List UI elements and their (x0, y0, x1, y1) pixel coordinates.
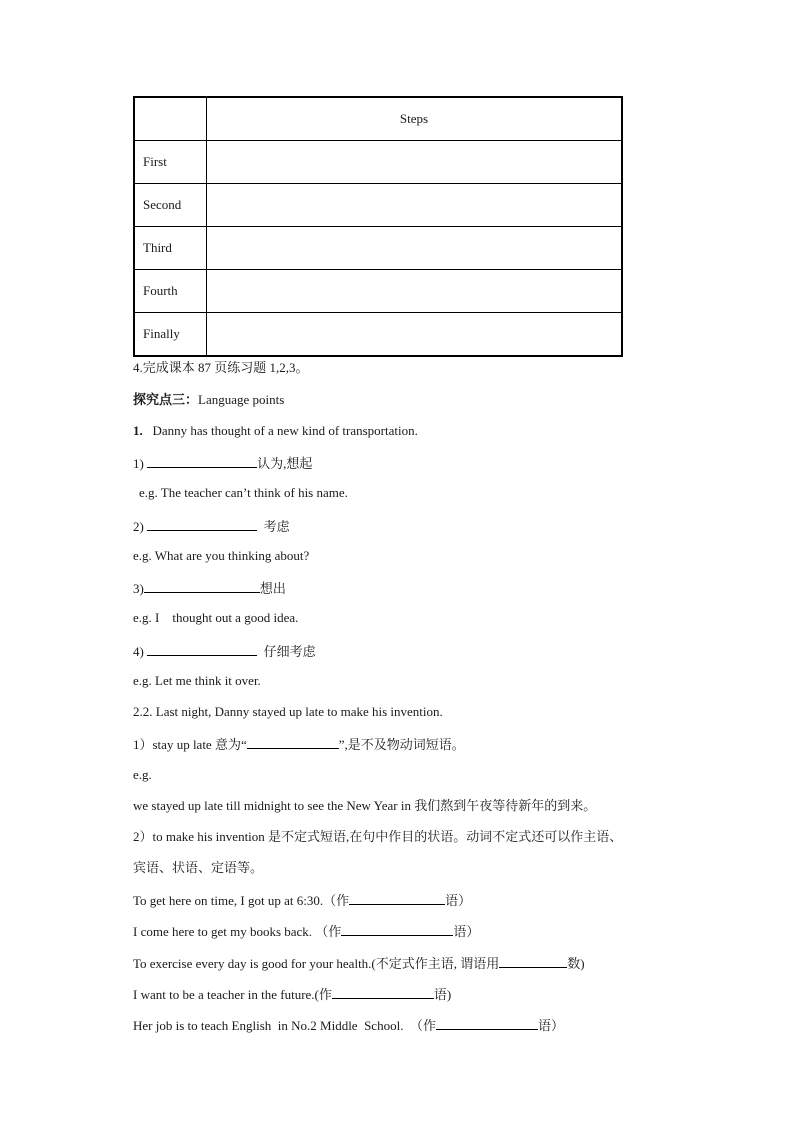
step-cell-finally[interactable] (207, 313, 623, 357)
exercise-3-text: To exercise every day is good for your health.(不定式作主语, 谓语用 (133, 956, 500, 971)
exercise-5-blank[interactable] (436, 1016, 538, 1030)
phrase-2 (133, 517, 290, 535)
task-4: 4.完成课本 87 页练习题 1,2,3。 (133, 360, 309, 375)
phrase-4-meaning: 仔细考虑 (263, 644, 316, 659)
exercise-2-blank[interactable] (341, 922, 453, 936)
exercise-2-suffix: 语） (453, 924, 480, 939)
sub-1-text: 1）stay up late 意为“ (133, 737, 247, 752)
sub-1-blank[interactable] (247, 735, 339, 749)
row-label-first: First (134, 141, 207, 184)
exercise-2-text: I come here to get my books back. （作 (133, 924, 342, 939)
exercise-4-suffix: 语) (433, 987, 452, 1002)
eg-sentence: we stayed up late till midnight to see the New Year in 我们熬到午夜等待新年的到来。 (133, 798, 597, 813)
item-1-text: Danny has thought of a new kind of transportation. (152, 423, 418, 438)
phrase-4-example: e.g. Let me think it over. (133, 673, 261, 688)
sub-2-line-2: 宾语、状语、定语等。 (133, 860, 264, 875)
phrase-2-blank[interactable] (147, 517, 257, 531)
row-label-finally: Finally (134, 313, 207, 357)
step-cell-first[interactable] (207, 141, 623, 184)
steps-header: Steps (207, 97, 623, 141)
phrase-2-number: 2) (133, 519, 144, 534)
row-label-second: Second (134, 184, 207, 227)
exercise-3-blank[interactable] (499, 954, 567, 968)
exercise-2 (133, 922, 479, 940)
phrase-2-meaning: 考虑 (263, 519, 290, 534)
phrase-3-example: e.g. I thought out a good idea. (133, 610, 299, 625)
exercise-5-suffix: 语） (537, 1018, 564, 1033)
sub-1 (133, 735, 465, 753)
steps-table (133, 96, 623, 357)
row-label-fourth: Fourth (134, 270, 207, 313)
step-cell-second[interactable] (207, 184, 623, 227)
exercise-4 (133, 985, 451, 1003)
phrase-3-meaning: 想出 (259, 581, 286, 596)
step-cell-third[interactable] (207, 227, 623, 270)
phrase-1-meaning: 认为,想起 (257, 456, 313, 471)
sub-1-text-after: ”,是不及物动词短语。 (338, 737, 465, 752)
exercise-1 (133, 891, 471, 909)
exercise-1-text: To get here on time, I got up at 6:30.（作 (133, 893, 350, 908)
step-cell-fourth[interactable] (207, 270, 623, 313)
phrase-4-number: 4) (133, 644, 144, 659)
section-3-label: 探究点三： (133, 392, 199, 407)
exercise-4-blank[interactable] (332, 985, 434, 999)
item-2: 2.2. Last night, Danny stayed up late to make his invention. (133, 704, 443, 719)
phrase-3-number: 3) (133, 581, 144, 596)
exercise-3-suffix: 数) (567, 956, 585, 971)
item-1-number: 1. (133, 423, 143, 438)
section-3-title: Language points (198, 392, 285, 407)
phrase-1 (133, 454, 312, 472)
sub-2-line-1: 2）to make his invention 是不定式短语,在句中作目的状语。动词不定式还可以作主语、 (133, 829, 623, 844)
item-1 (133, 423, 418, 439)
phrase-3 (133, 579, 286, 597)
row-label-third: Third (134, 227, 207, 270)
phrase-1-number: 1) (133, 456, 144, 471)
exercise-1-suffix: 语） (445, 893, 472, 908)
exercise-5-text: Her job is to teach English in No.2 Middle School. （作 (133, 1018, 436, 1033)
exercise-1-blank[interactable] (349, 891, 445, 905)
phrase-1-example: e.g. The teacher can’t think of his name. (139, 485, 348, 500)
phrase-4 (133, 642, 316, 660)
table-corner-cell (134, 97, 207, 141)
phrase-1-blank[interactable] (147, 454, 257, 468)
exercise-5 (133, 1016, 564, 1034)
phrase-2-example: e.g. What are you thinking about? (133, 548, 310, 563)
exercise-3 (133, 954, 585, 972)
section-3-heading (133, 392, 284, 408)
phrase-3-blank[interactable] (144, 579, 260, 593)
eg-label: e.g. (133, 767, 152, 782)
exercise-4-text: I want to be a teacher in the future.(作 (133, 987, 332, 1002)
phrase-4-blank[interactable] (147, 642, 257, 656)
